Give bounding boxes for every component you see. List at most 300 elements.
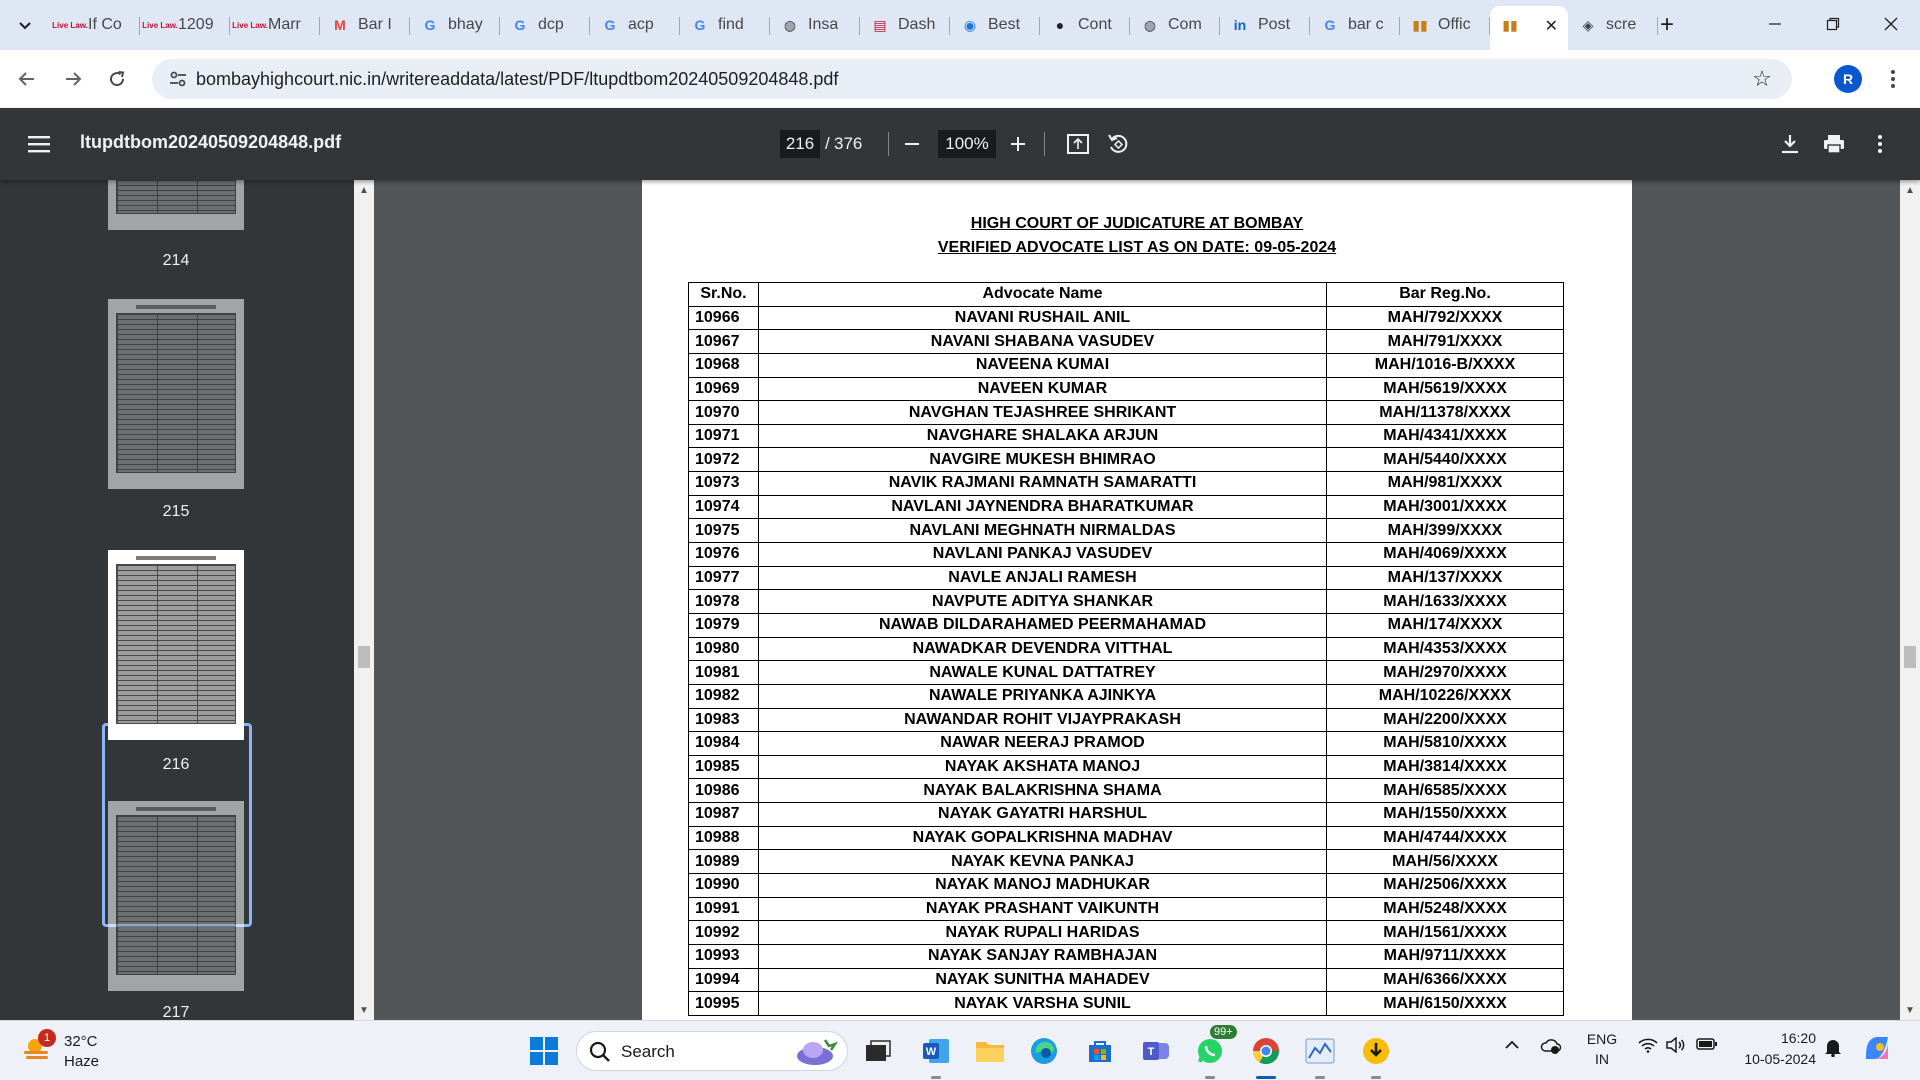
cell-bar-reg-no: MAH/9711/XXXX — [1327, 944, 1564, 968]
browser-tab[interactable] — [230, 6, 320, 44]
tab-favicon-icon: G — [694, 16, 706, 33]
table-row — [689, 755, 1564, 779]
forward-button[interactable] — [56, 62, 90, 96]
minimize-icon — [1768, 17, 1782, 31]
tab-title: Offic — [1438, 16, 1471, 33]
cell-sr-no: 10982 — [689, 684, 759, 708]
tab-title: Dash — [898, 16, 936, 33]
tray-onedrive[interactable] — [1540, 1037, 1562, 1060]
cell-advocate-name: NAYAK GOPALKRISHNA MADHAV — [759, 826, 1327, 850]
reload-button[interactable] — [100, 62, 134, 96]
bell-icon — [1824, 1037, 1842, 1057]
pdf-toolbar — [0, 108, 1920, 180]
minus-icon — [904, 136, 920, 152]
taskbar-chrome[interactable] — [1246, 1031, 1286, 1071]
pdf-sidebar-toggle[interactable] — [20, 126, 58, 162]
thumbnail-label: 217 — [162, 1004, 190, 1020]
bookmark-star-icon[interactable]: ☆ — [1752, 66, 1772, 91]
restore-icon — [1826, 17, 1840, 31]
printer-icon — [1823, 134, 1845, 154]
cell-advocate-name: NAWALE KUNAL DATTATREY — [759, 661, 1327, 685]
cell-advocate-name: NAWANDAR ROHIT VIJAYPRAKASH — [759, 708, 1327, 732]
restore-button[interactable] — [1810, 6, 1856, 42]
browser-tab[interactable] — [1220, 6, 1310, 44]
browser-tab[interactable] — [1568, 6, 1658, 44]
tab-search-button[interactable] — [8, 8, 42, 42]
cell-bar-reg-no: MAH/2506/XXXX — [1327, 874, 1564, 898]
thumbnail-label: 216 — [162, 756, 190, 773]
cell-bar-reg-no: MAH/5619/XXXX — [1327, 377, 1564, 401]
tab-favicon-icon: ◉ — [963, 16, 977, 33]
cell-bar-reg-no: MAH/981/XXXX — [1327, 472, 1564, 496]
table-row — [689, 803, 1564, 827]
cell-bar-reg-no: MAH/399/XXXX — [1327, 519, 1564, 543]
cell-advocate-name: NAYAK SANJAY RAMBHAJAN — [759, 944, 1327, 968]
svg-text:W: W — [925, 1046, 937, 1058]
hamburger-menu-icon — [28, 135, 50, 153]
tab-title: 1209 — [178, 16, 214, 33]
table-row — [689, 306, 1564, 330]
windows-logo-icon — [530, 1037, 558, 1065]
cell-bar-reg-no: MAH/56/XXXX — [1327, 850, 1564, 874]
cell-bar-reg-no: MAH/4341/XXXX — [1327, 424, 1564, 448]
cell-bar-reg-no: MAH/10226/XXXX — [1327, 684, 1564, 708]
cell-bar-reg-no: MAH/5810/XXXX — [1327, 732, 1564, 756]
cell-bar-reg-no: MAH/791/XXXX — [1327, 330, 1564, 354]
cell-bar-reg-no: MAH/4353/XXXX — [1327, 637, 1564, 661]
table-row — [689, 590, 1564, 614]
weather-widget[interactable] — [22, 1029, 162, 1073]
thumbnail-page-217[interactable] — [108, 801, 244, 1020]
search-icon — [589, 1041, 611, 1063]
taskbar-edge[interactable] — [1024, 1031, 1064, 1071]
tab-title: Insa — [808, 16, 839, 33]
task-view-icon — [864, 1039, 892, 1063]
cell-advocate-name: NAYAK BALAKRISHNA SHAMA — [759, 779, 1327, 803]
clock-date[interactable]: 10-05-2024 — [1744, 1051, 1816, 1067]
tab-favicon-icon: ● — [1055, 16, 1065, 33]
print-button[interactable] — [1816, 126, 1852, 162]
pdf-page — [642, 180, 1632, 1020]
scroll-down-icon[interactable]: ▼ — [359, 1004, 369, 1016]
close-window-button[interactable] — [1868, 6, 1914, 42]
browser-tab[interactable] — [680, 6, 770, 44]
table-row — [689, 968, 1564, 992]
tab-title: Best — [988, 16, 1021, 33]
cell-sr-no: 10988 — [689, 826, 759, 850]
download-icon — [1781, 134, 1799, 154]
cell-sr-no: 10971 — [689, 424, 759, 448]
search-label: Search — [621, 1042, 675, 1061]
cell-bar-reg-no: MAH/6585/XXXX — [1327, 779, 1564, 803]
page-separator: / — [825, 134, 830, 153]
cell-bar-reg-no: MAH/1561/XXXX — [1327, 921, 1564, 945]
tab-title: dcp — [538, 16, 564, 33]
column-header-bar-reg-no: Bar Reg.No. — [1327, 283, 1564, 307]
table-row — [689, 637, 1564, 661]
cell-advocate-name: NAYAK AKSHATA MANOJ — [759, 755, 1327, 779]
cell-advocate-name: NAVGIRE MUKESH BHIMRAO — [759, 448, 1327, 472]
browser-tab[interactable] — [1040, 6, 1130, 44]
browser-menu-button[interactable] — [1876, 62, 1910, 96]
cell-advocate-name: NAWADKAR DEVENDRA VITTHAL — [759, 637, 1327, 661]
cell-sr-no: 10968 — [689, 353, 759, 377]
tab-active[interactable] — [1490, 6, 1568, 50]
table-row — [689, 992, 1564, 1016]
cell-sr-no: 10970 — [689, 401, 759, 425]
advocate-table — [688, 282, 1564, 1016]
column-header-advocate-name: Advocate Name — [759, 283, 1327, 307]
browser-tab[interactable] — [1400, 6, 1490, 44]
browser-tab[interactable] — [950, 6, 1040, 44]
browser-tab[interactable] — [500, 6, 590, 44]
page-number-input[interactable]: 216 — [780, 130, 820, 158]
cell-bar-reg-no: MAH/1016-B/XXXX — [1327, 353, 1564, 377]
tab-title: bhay — [448, 16, 483, 33]
pdf-scroll-thumb[interactable] — [1904, 646, 1916, 668]
taskbar-downloader[interactable] — [1356, 1031, 1396, 1071]
rotate-button[interactable] — [1100, 126, 1136, 162]
table-row — [689, 330, 1564, 354]
tab-favicon-icon: G — [604, 16, 616, 33]
tab-favicon-icon: ▮▮ — [1502, 16, 1518, 33]
table-row — [689, 779, 1564, 803]
chrome-icon — [1251, 1036, 1281, 1066]
cell-bar-reg-no: MAH/1633/XXXX — [1327, 590, 1564, 614]
fit-page-button[interactable] — [1060, 126, 1096, 162]
cell-bar-reg-no: MAH/6150/XXXX — [1327, 992, 1564, 1016]
tab-title: Marr — [268, 16, 301, 33]
fit-to-page-icon — [1067, 134, 1089, 154]
taskbar-file-explorer[interactable] — [970, 1031, 1010, 1071]
table-row — [689, 897, 1564, 921]
scroll-down-icon[interactable]: ▼ — [1905, 1004, 1915, 1016]
cell-bar-reg-no: MAH/6366/XXXX — [1327, 968, 1564, 992]
table-row — [689, 708, 1564, 732]
cell-advocate-name: NAVIK RAJMANI RAMNATH SAMARATTI — [759, 472, 1327, 496]
taskbar-whatsapp[interactable] — [1190, 1026, 1233, 1071]
whatsapp-icon — [1195, 1036, 1225, 1066]
sidebar-scrollbar[interactable] — [354, 180, 374, 1020]
cell-sr-no: 10976 — [689, 543, 759, 567]
table-row — [689, 661, 1564, 685]
tab-favicon-icon: G — [1324, 16, 1336, 33]
cell-sr-no: 10992 — [689, 921, 759, 945]
back-button[interactable] — [10, 62, 44, 96]
tray-battery[interactable] — [1696, 1037, 1718, 1056]
table-row — [689, 850, 1564, 874]
pdf-filename: ltupdtbom20240509204848.pdf — [80, 132, 342, 152]
tab-title: Cont — [1078, 16, 1112, 33]
language-indicator[interactable]: ENG — [1586, 1031, 1618, 1047]
cell-bar-reg-no: MAH/174/XXXX — [1327, 613, 1564, 637]
pdf-scrollbar[interactable] — [1900, 180, 1920, 1020]
thumbnail-image — [108, 299, 244, 489]
table-header-row — [689, 283, 1564, 307]
browser-tab[interactable] — [320, 6, 410, 44]
browser-tab[interactable] — [1310, 6, 1400, 44]
browser-tab[interactable] — [770, 6, 860, 44]
thumbnail-page-215[interactable] — [108, 299, 244, 520]
cell-advocate-name: NAYAK MANOJ MADHUKAR — [759, 874, 1327, 898]
windows-taskbar — [0, 1020, 1920, 1080]
thumbnail-image — [108, 550, 244, 740]
table-row — [689, 377, 1564, 401]
cloud-status-icon — [1540, 1037, 1562, 1055]
tab-title: Com — [1168, 16, 1202, 33]
tab-favicon-icon: ◍ — [1143, 16, 1157, 33]
cell-sr-no: 10973 — [689, 472, 759, 496]
cell-advocate-name: NAYAK SUNITHA MAHADEV — [759, 968, 1327, 992]
cell-bar-reg-no: MAH/11378/XXXX — [1327, 401, 1564, 425]
search-highlight-icon — [795, 1036, 839, 1068]
cell-advocate-name: NAWALE PRIYANKA AJINKYA — [759, 684, 1327, 708]
cell-sr-no: 10978 — [689, 590, 759, 614]
svg-text:T: T — [1147, 1046, 1155, 1058]
running-indicator — [1371, 1076, 1381, 1079]
taskbar-word[interactable] — [916, 1031, 956, 1071]
page-total: 376 — [834, 134, 863, 153]
cell-sr-no: 10969 — [689, 377, 759, 401]
cell-bar-reg-no: MAH/2970/XXXX — [1327, 661, 1564, 685]
browser-tab[interactable] — [140, 6, 230, 44]
tab-favicon-icon: G — [424, 16, 436, 33]
download-button[interactable] — [1772, 126, 1808, 162]
column-header-sr-no: Sr.No. — [689, 283, 759, 307]
cell-advocate-name: NAYAK GAYATRI HARSHUL — [759, 803, 1327, 827]
table-row — [689, 921, 1564, 945]
table-row — [689, 448, 1564, 472]
table-row — [689, 566, 1564, 590]
thumbnail-page-216[interactable] — [108, 550, 244, 773]
tab-strip — [0, 0, 1920, 50]
weather-temperature: 32°C — [64, 1033, 98, 1050]
taskbar-stock-app[interactable] — [1300, 1031, 1340, 1071]
cell-sr-no: 10977 — [689, 566, 759, 590]
cell-advocate-name: NAVANI RUSHAIL ANIL — [759, 306, 1327, 330]
taskbar-store[interactable] — [1080, 1031, 1120, 1071]
scroll-up-icon[interactable]: ▲ — [359, 184, 369, 196]
word-icon — [921, 1037, 951, 1065]
running-indicator — [1205, 1076, 1215, 1079]
speaker-icon — [1666, 1037, 1686, 1053]
tab-title: acp — [628, 16, 654, 33]
table-row — [689, 613, 1564, 637]
taskbar-search[interactable] — [576, 1031, 848, 1071]
thumbnail-image — [108, 180, 244, 230]
pdf-more-button[interactable] — [1862, 126, 1898, 162]
tab-title: scre — [1606, 16, 1637, 33]
url-text[interactable]: bombayhighcourt.nic.in/writereaddata/latest/PDF/ltupdtbom20240509204848.pdf — [196, 69, 839, 89]
cell-sr-no: 10990 — [689, 874, 759, 898]
address-bar[interactable] — [152, 59, 1792, 99]
browser-tab[interactable] — [860, 6, 950, 44]
cell-sr-no: 10975 — [689, 519, 759, 543]
cell-advocate-name: NAWAR NEERAJ PRAMOD — [759, 732, 1327, 756]
cell-sr-no: 10993 — [689, 944, 759, 968]
browser-tab[interactable] — [50, 6, 140, 44]
cell-advocate-name: NAVLANI JAYNENDRA BHARATKUMAR — [759, 495, 1327, 519]
profile-avatar[interactable]: R — [1834, 65, 1862, 93]
more-vertical-icon — [1877, 134, 1883, 154]
chevron-up-icon — [1504, 1037, 1520, 1053]
cell-bar-reg-no: MAH/5440/XXXX — [1327, 448, 1564, 472]
new-tab-button[interactable]: + — [1659, 11, 1674, 38]
thumbnail-page-214[interactable] — [108, 180, 244, 269]
table-row — [689, 732, 1564, 756]
tab-favicon-icon: M — [334, 16, 346, 33]
tab-favicon-icon: G — [514, 16, 526, 33]
cell-sr-no: 10989 — [689, 850, 759, 874]
document-heading: HIGH COURT OF JUDICATURE AT BOMBAY — [970, 215, 1304, 232]
cell-sr-no: 10980 — [689, 637, 759, 661]
table-row — [689, 472, 1564, 496]
close-icon — [1884, 17, 1898, 31]
running-indicator — [1315, 1076, 1325, 1079]
thumbnail-label: 214 — [162, 252, 190, 269]
tab-favicon-icon: ▮▮ — [1412, 16, 1428, 33]
table-row — [689, 401, 1564, 425]
cell-sr-no: 10995 — [689, 992, 759, 1016]
document-subheading: VERIFIED ADVOCATE LIST AS ON DATE: 09-05-2024 — [937, 239, 1337, 256]
browser-tab[interactable] — [410, 6, 500, 44]
table-row — [689, 424, 1564, 448]
battery-icon — [1696, 1037, 1718, 1051]
tune-icon — [168, 69, 188, 89]
cell-sr-no: 10967 — [689, 330, 759, 354]
pdf-viewport — [374, 180, 1900, 1020]
table-row — [689, 944, 1564, 968]
cell-bar-reg-no: MAH/792/XXXX — [1327, 306, 1564, 330]
cell-bar-reg-no: MAH/4069/XXXX — [1327, 543, 1564, 567]
tab-title: If Co — [88, 16, 122, 33]
notifications-button[interactable] — [1824, 1037, 1842, 1062]
browser-tab[interactable] — [590, 6, 680, 44]
thumbnail-label: 215 — [162, 503, 190, 520]
advocate-table-body — [689, 306, 1564, 1015]
weather-condition: Haze — [64, 1053, 100, 1070]
store-icon — [1087, 1038, 1113, 1064]
chart-app-icon — [1305, 1038, 1335, 1064]
running-indicator-active — [1256, 1076, 1276, 1079]
cell-bar-reg-no: MAH/3814/XXXX — [1327, 755, 1564, 779]
reload-icon — [108, 70, 126, 88]
cell-advocate-name: NAVEENA KUMAI — [759, 353, 1327, 377]
cell-sr-no: 10966 — [689, 306, 759, 330]
cell-advocate-name: NAVGHARE SHALAKA ARJUN — [759, 424, 1327, 448]
tab-favicon-icon: Live Law. — [142, 20, 178, 30]
cell-advocate-name: NAVANI SHABANA VASUDEV — [759, 330, 1327, 354]
clock-time[interactable]: 16:20 — [1780, 1030, 1816, 1046]
notification-badge: 99+ — [1210, 1025, 1237, 1039]
cell-bar-reg-no: MAH/2200/XXXX — [1327, 708, 1564, 732]
sidebar-scroll-thumb[interactable] — [358, 646, 370, 668]
cell-bar-reg-no: MAH/5248/XXXX — [1327, 897, 1564, 921]
table-row — [689, 684, 1564, 708]
cell-sr-no: 10994 — [689, 968, 759, 992]
toolbar-divider — [1044, 132, 1045, 156]
show-hidden-icons[interactable] — [1504, 1037, 1520, 1058]
cell-advocate-name: NAYAK KEVNA PANKAJ — [759, 850, 1327, 874]
cell-advocate-name: NAVLE ANJALI RAMESH — [759, 566, 1327, 590]
cell-sr-no: 10986 — [689, 779, 759, 803]
taskbar-teams[interactable] — [1136, 1031, 1176, 1071]
start-button[interactable] — [524, 1031, 564, 1071]
tab-list — [50, 6, 1658, 50]
thumbnail-image — [108, 801, 244, 991]
tray-wifi[interactable] — [1638, 1037, 1658, 1058]
tab-title: bar c — [1348, 16, 1384, 33]
cell-sr-no: 10985 — [689, 755, 759, 779]
tab-close-icon[interactable]: ✕ — [1544, 18, 1558, 35]
cell-sr-no: 10987 — [689, 803, 759, 827]
cell-sr-no: 10983 — [689, 708, 759, 732]
tab-favicon-icon: in — [1233, 16, 1247, 33]
cell-sr-no: 10981 — [689, 661, 759, 685]
rotate-icon — [1107, 133, 1129, 155]
tab-favicon-icon: Live Law. — [52, 20, 88, 30]
zoom-out-button[interactable] — [894, 126, 930, 162]
zoom-level-input[interactable]: 100% — [938, 130, 996, 158]
site-info-button[interactable] — [162, 63, 194, 95]
download-circle-icon — [1361, 1036, 1391, 1066]
table-row — [689, 353, 1564, 377]
toolbar-divider — [888, 132, 889, 156]
cell-advocate-name: NAVGHAN TEJASHREE SHRIKANT — [759, 401, 1327, 425]
zoom-in-button[interactable] — [1000, 126, 1036, 162]
browser-toolbar — [0, 50, 1920, 108]
minimize-button[interactable] — [1752, 6, 1798, 42]
arrow-right-icon — [64, 70, 82, 88]
cell-sr-no: 10984 — [689, 732, 759, 756]
browser-tab[interactable] — [1130, 6, 1220, 44]
region-indicator[interactable]: IN — [1595, 1051, 1609, 1067]
weather-alert-badge: 1 — [38, 1029, 56, 1047]
arrow-left-icon — [18, 70, 36, 88]
tab-title: Post — [1258, 16, 1291, 33]
tray-volume[interactable] — [1666, 1037, 1686, 1058]
cell-sr-no: 10972 — [689, 448, 759, 472]
copilot-icon — [1862, 1033, 1892, 1063]
tab-favicon-icon: Live Law. — [232, 20, 268, 30]
thumbnail-sidebar — [0, 180, 354, 1020]
chevron-down-icon — [18, 18, 32, 32]
tab-favicon-icon: ◈ — [1582, 16, 1594, 33]
teams-icon — [1141, 1037, 1171, 1065]
cell-advocate-name: NAVPUTE ADITYA SHANKAR — [759, 590, 1327, 614]
cell-advocate-name: NAVLANI MEGHNATH NIRMALDAS — [759, 519, 1327, 543]
copilot-button[interactable] — [1862, 1033, 1892, 1068]
tab-favicon-icon: ◍ — [783, 16, 797, 33]
cell-advocate-name: NAYAK VARSHA SUNIL — [759, 992, 1327, 1016]
tab-title: Bar I — [358, 16, 392, 33]
tab-favicon-icon: ▤ — [873, 16, 887, 33]
cell-bar-reg-no: MAH/137/XXXX — [1327, 566, 1564, 590]
cell-bar-reg-no: MAH/3001/XXXX — [1327, 495, 1564, 519]
cell-bar-reg-no: MAH/4744/XXXX — [1327, 826, 1564, 850]
task-view-button[interactable] — [858, 1031, 898, 1071]
cell-sr-no: 10979 — [689, 613, 759, 637]
cell-bar-reg-no: MAH/1550/XXXX — [1327, 803, 1564, 827]
more-vertical-icon — [1890, 69, 1896, 89]
scroll-up-icon[interactable]: ▲ — [1905, 184, 1915, 196]
wifi-icon — [1638, 1037, 1658, 1053]
cell-advocate-name: NAYAK RUPALI HARIDAS — [759, 921, 1327, 945]
cell-sr-no: 10974 — [689, 495, 759, 519]
edge-icon — [1030, 1037, 1058, 1065]
cell-sr-no: 10991 — [689, 897, 759, 921]
table-row — [689, 874, 1564, 898]
